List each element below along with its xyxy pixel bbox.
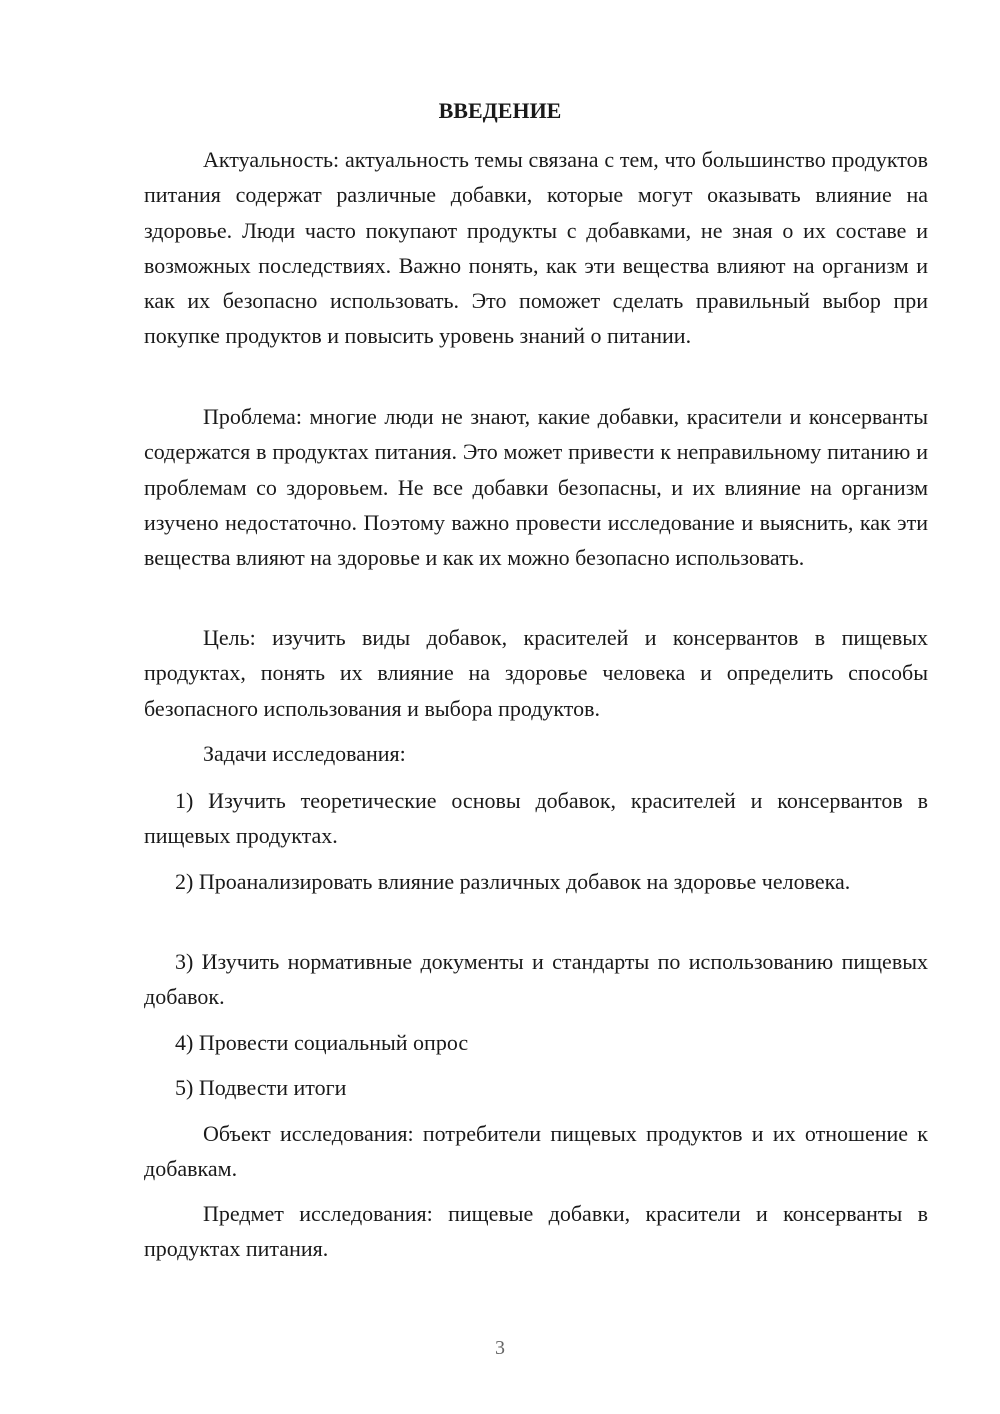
list-item: 3) Изучить нормативные документы и стандарты по использованию пищевых добавок. [144, 949, 928, 1010]
paragraph-problem: Проблема: многие люди не знают, какие добавки, красители и консерванты содержатся в продуктах питания. Это может привести к неправильному питанию и проблемам со здоровьем. Не все добавки безопасны, и их влияние на организм изучено недостаточно. Поэтому важно провести исследование и выяснить, как эти вещества влияют на здоровье и как их можно безопасно использовать. [144, 404, 928, 571]
paragraph-subject: Предмет исследования: пищевые добавки, красители и консерванты в продуктах питания. [144, 1201, 928, 1262]
list-item: 1) Изучить теоретические основы добавок, красителей и консервантов в пищевых продуктах. [144, 788, 928, 849]
list-item: 4) Провести социальный опрос [175, 1030, 469, 1055]
paragraph-relevance: Актуальность: актуальность темы связана с тем, что большинство продуктов питания содержат различные добавки, которые могут оказывать влияние на здоровье. Люди часто покупают продукты с добавками, не зная о их составе и возможных последствиях. Важно понять, как эти вещества влияют на организм и как их безопасно использовать. Это поможет сделать правильный выбор при покупке продуктов и повысить уровень знаний о питании. [144, 147, 928, 349]
page-number: 3 [495, 1337, 505, 1359]
tasks-title: Задачи исследования: [203, 741, 406, 766]
list-item: 2) Проанализировать влияние различных добавок на здоровье человека. [175, 869, 851, 894]
paragraph-object: Объект исследования: потребители пищевых продуктов и их отношение к добавкам. [144, 1121, 928, 1182]
section-heading: ВВЕДЕНИЕ [438, 98, 562, 123]
paragraph-goal: Цель: изучить виды добавок, красителей и консервантов в пищевых продуктах, понять их влияние на здоровье человека и определить способы безопасного использования и выбора продуктов. [144, 625, 928, 721]
list-item: 5) Подвести итоги [175, 1075, 347, 1100]
